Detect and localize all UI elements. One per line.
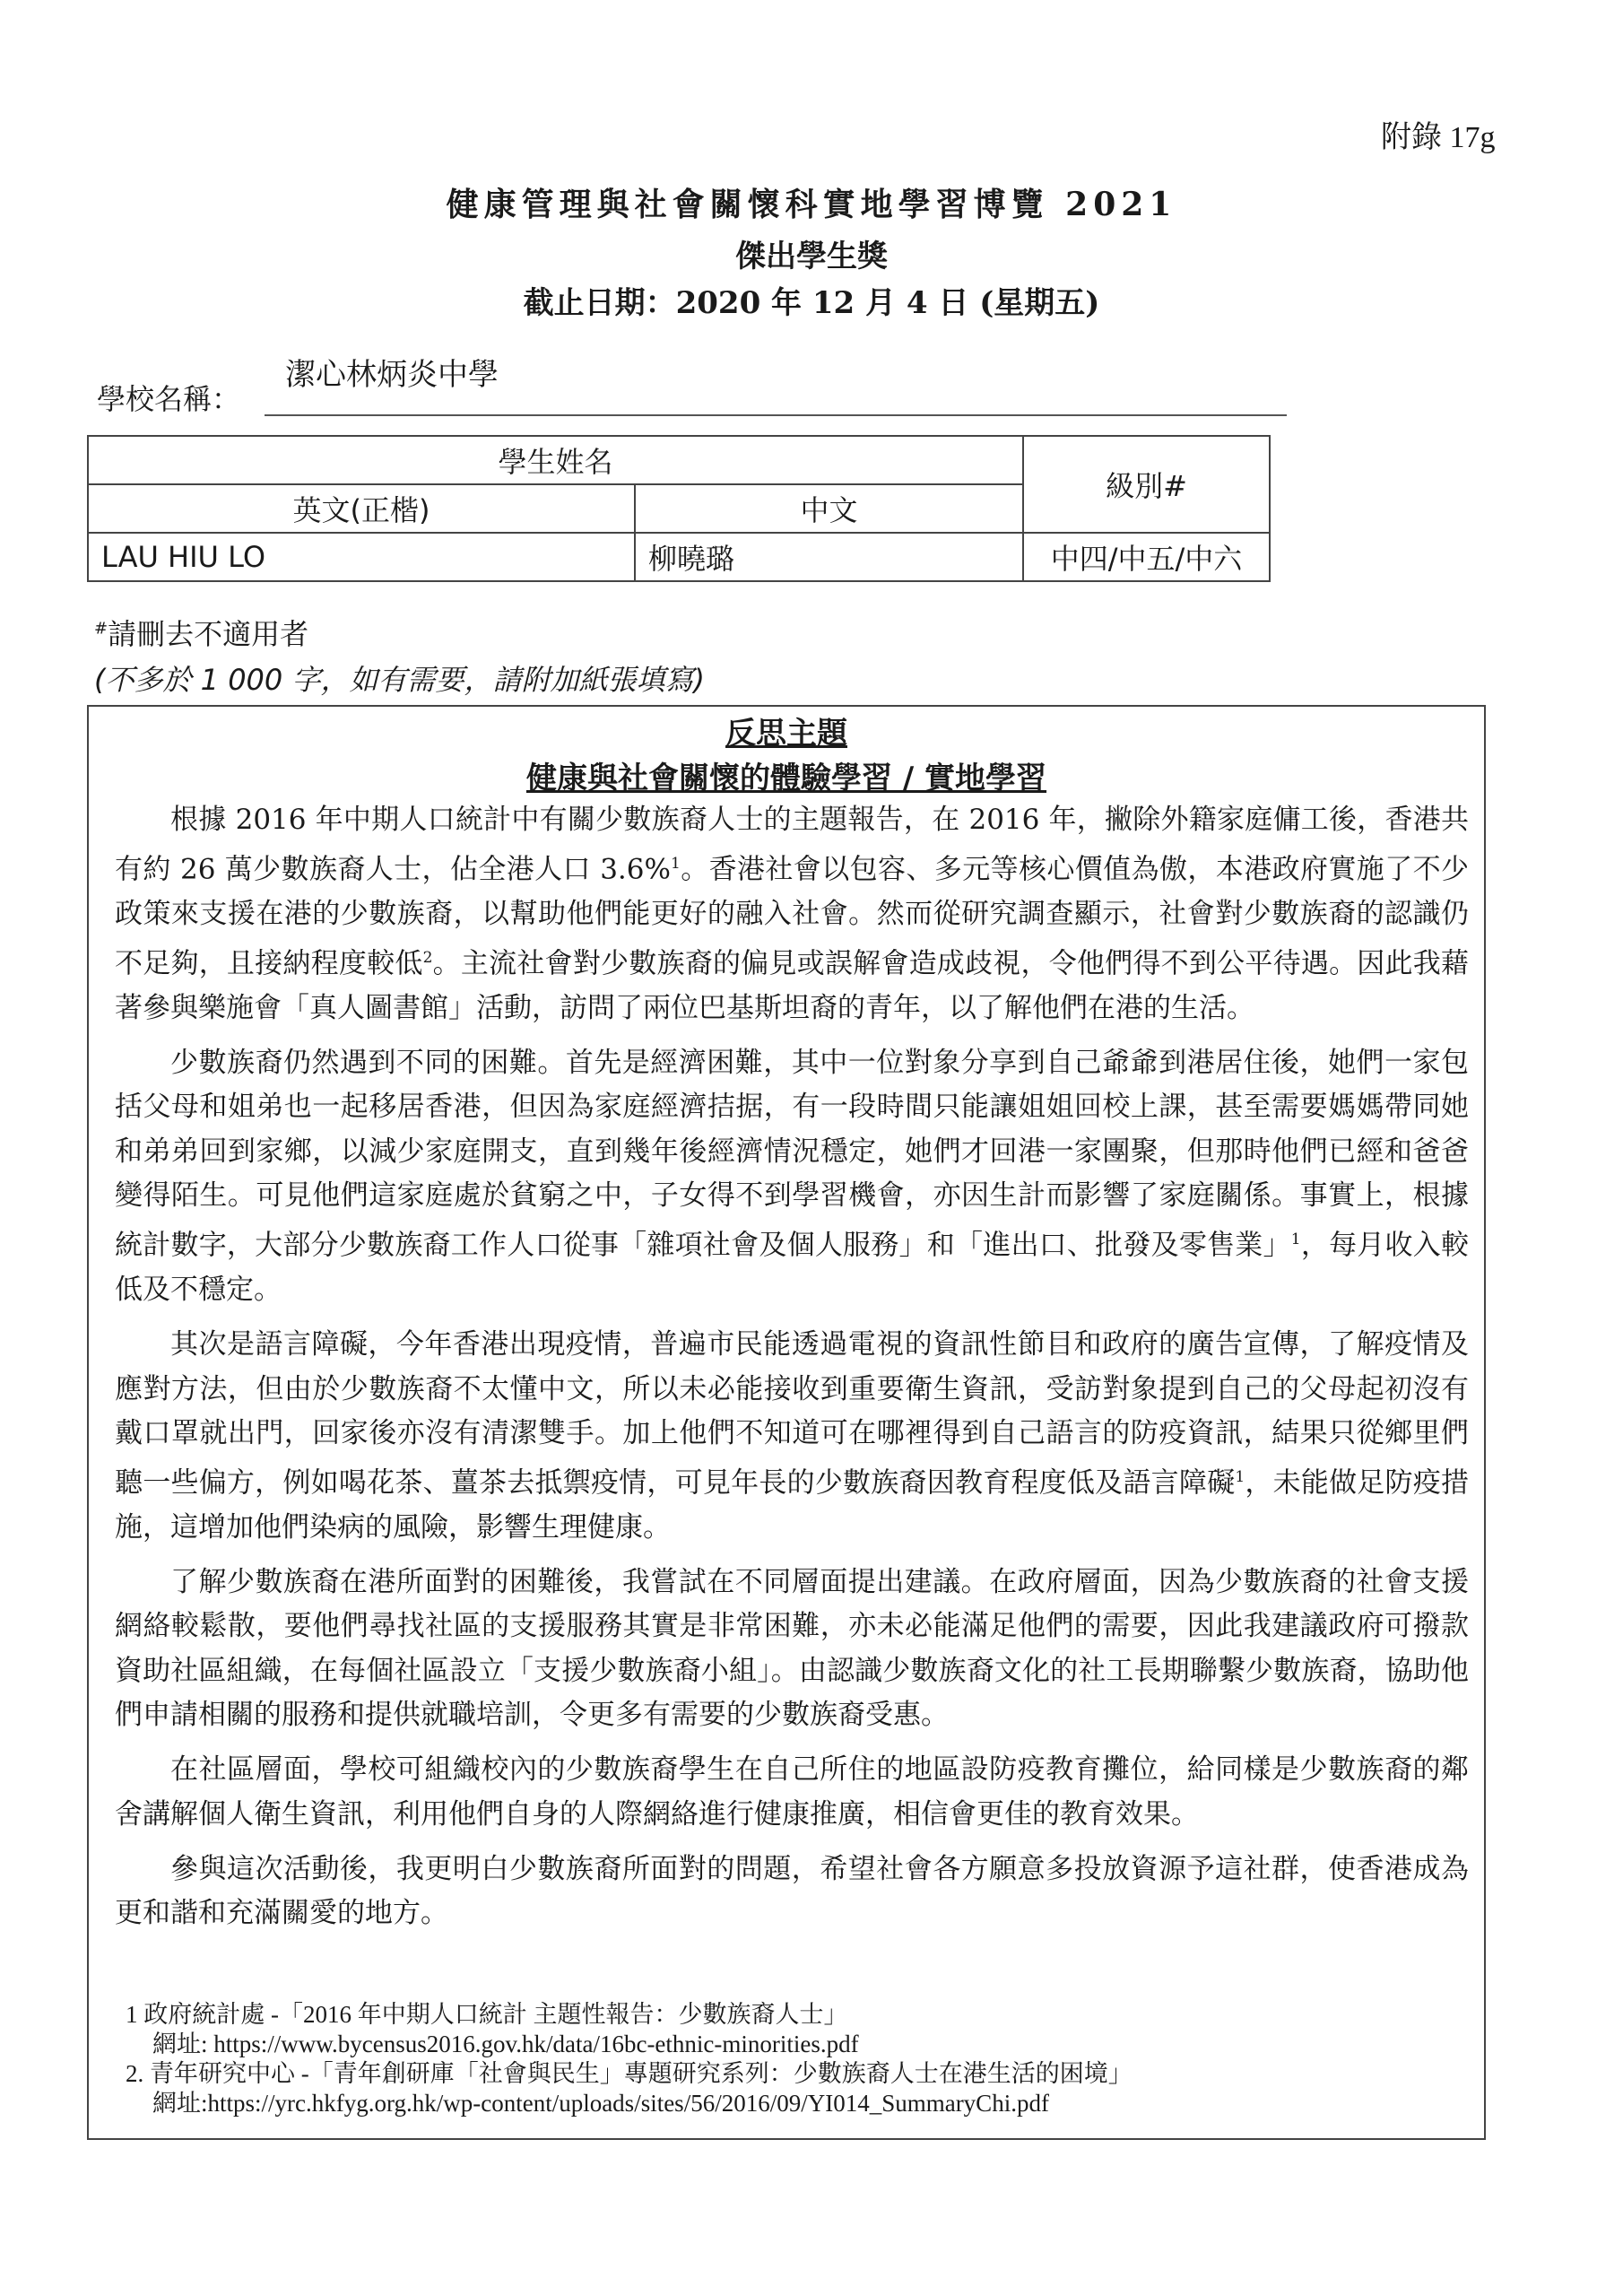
essay-text: 。香港社會以包容、多元等核心價值為傲，本港政府實施了不少政策來支援在港的少數族裔，以幫助他們能更好的融入社會。然而從研究調查顯示，社會對少數族裔的認識仍不足夠，且接納程度較低 bbox=[115, 853, 1469, 980]
chinese-name-value: 柳曉璐 bbox=[635, 533, 1023, 581]
form-title: 健康管理與社會關懷科實地學習博覽 2021 bbox=[446, 186, 1177, 223]
essay-paragraph-1 bbox=[115, 798, 1469, 1031]
essay-text: ，未能做足防疫措施，這增加他們染病的風險，影響生理健康。 bbox=[115, 1466, 1470, 1544]
essay-body bbox=[115, 798, 1469, 1946]
essay-paragraph-4: 了解少數族裔在港所面對的困難後，我嘗試在不同層面提出建議。在政府層面，因為少數族裔的社會支援網絡較鬆散，要他們尋找社區的支援服務其實是非常困難，亦未必能滿足他們的需要，因此我建議政府可撥款資助社區組織，在每個社區設立「支援少數族裔小組」。由認識少數族裔文化的社工長期聯繫少數族裔，協助他們申請相關的服務和提供就職培訓，令更多有需要的少數族裔受惠。 bbox=[115, 1566, 1469, 1731]
level-value: 中四/中五/中六 bbox=[1023, 533, 1270, 581]
footnote-ref: 1 bbox=[1235, 1468, 1245, 1487]
school-label: 學校名稱： bbox=[97, 382, 241, 416]
essay-text: 其次是語言障礙，今年香港出現疫情，普遍市民能透過電視的資訊性節目和政府的廣告宣傳，了解疫情及應對方法，但由於少數族裔不太懂中文，所以未必能接收到重要衛生資訊，受訪對象提到自己的父母起初沒有戴口罩就出門，回家後亦沒有清潔雙手。加上他們不知道可在哪裡得到自己語言的防疫資訊，結果只從鄉里們聽一些偏方，例如喝花茶、薑茶去抵禦疫情，可見年長的少數族裔因教育程度低及語言障礙 bbox=[115, 1328, 1469, 1500]
delete-note bbox=[94, 612, 308, 653]
essay-subheading: 健康與社會關懷的體驗學習 / 實地學習 bbox=[525, 761, 1047, 796]
school-name-value: 潔心林炳炎中學 bbox=[285, 357, 499, 393]
essay-text: 根據 2016 年中期人口統計中有關少數族裔人士的主題報告，在 2016 年，撇除外籍家庭傭工後，香港共有約 26 萬少數族裔人士，佔全港人口 3.6% bbox=[115, 804, 1469, 886]
essay-paragraph-3 bbox=[115, 1323, 1469, 1550]
student-info-table bbox=[87, 435, 1271, 582]
header-english-name: 英文(正楷) bbox=[88, 484, 635, 533]
footnote-2-url[interactable]: 網址:https://yrc.hkfyg.org.hk/wp-content/uploads/sites/56/2016/09/YI014_SummaryChi.pdf bbox=[152, 2090, 1049, 2117]
header-level bbox=[1023, 436, 1270, 533]
delete-note-text: 請刪去不適用者 bbox=[108, 617, 309, 651]
footnote-2: 2. 青年研究中心 -「青年創研庫「社會與民生」專題研究系列：少數族裔人士在港生活的困境」 bbox=[126, 2060, 1133, 2087]
header-student-name: 學生姓名 bbox=[88, 436, 1023, 484]
award-name: 傑出學生獎 bbox=[735, 239, 888, 274]
footnote-1: 1 政府統計處 -「2016 年中期人口統計 主題性報告：少數族裔人士」 bbox=[126, 2001, 848, 2028]
word-limit-note: (不多於 1 000 字，如有需要，請附加紙張填寫) bbox=[94, 663, 705, 697]
essay-text: 少數族裔仍然遇到不同的困難。首先是經濟困難，其中一位對象分享到自己爺爺到港居住後，她們一家包括父母和姐弟也一起移居香港，但因為家庭經濟拮据，有一段時間只能讓姐姐回校上課，甚至需要媽媽帶同她和弟弟回到家鄉，以減少家庭開支，直到幾年後經濟情況穩定，她們才回港一家團聚，但那時他們已經和爸爸變得陌生。可見他們這家庭處於貧窮之中，子女得不到學習機會，亦因生計而影響了家庭關係。事實上，根據統計數字，大部分少數族裔工作人口從事「雜項社會及個人服務」和「進出口、批發及零售業」 bbox=[115, 1047, 1469, 1262]
essay-paragraph-5: 在社區層面，學校可組織校內的少數族裔學生在自己所住的地區設防疫教育攤位，給同樣是少數族裔的鄰舍講解個人衛生資訊，利用他們自身的人際網絡進行健康推廣，相信會更佳的教育效果。 bbox=[115, 1753, 1469, 1831]
footnotes bbox=[126, 2000, 1471, 2118]
appendix-label: 附錄 17g bbox=[1381, 121, 1496, 154]
header-level-text: 級別# bbox=[1106, 469, 1187, 503]
essay-paragraph-6: 參與這次活動後，我更明白少數族裔所面對的問題，希望社會各方願意多投放資源予這社群，使香港成為更和諧和充滿關愛的地方。 bbox=[115, 1852, 1469, 1930]
school-underline bbox=[265, 414, 1287, 416]
english-name-value: LAU HIU LO bbox=[88, 533, 635, 581]
footnote-1-url[interactable]: 網址: https://www.bycensus2016.gov.hk/data/16bc-ethnic-minorities.pdf bbox=[152, 2031, 859, 2057]
deadline: 截止日期：2020 年 12 月 4 日 (星期五) bbox=[523, 285, 1100, 321]
essay-heading: 反思主題 bbox=[725, 716, 847, 752]
essay-text: ，每月收入較低及不穩定。 bbox=[115, 1229, 1470, 1306]
footnote-ref: 2 bbox=[422, 949, 433, 968]
header-chinese-name: 中文 bbox=[635, 484, 1023, 533]
essay-text: 。主流社會對少數族裔的偏見或誤解會造成歧視，令他們得不到公平待遇。因此我藉著參與樂施會「真人圖書館」活動，訪問了兩位巴基斯坦裔的青年，以了解他們在港的生活。 bbox=[115, 947, 1469, 1024]
delete-note-mark: # bbox=[94, 619, 108, 639]
essay-paragraph-2 bbox=[115, 1041, 1469, 1312]
footnote-ref: 1 bbox=[670, 855, 681, 874]
footnote-ref: 1 bbox=[1290, 1231, 1301, 1249]
